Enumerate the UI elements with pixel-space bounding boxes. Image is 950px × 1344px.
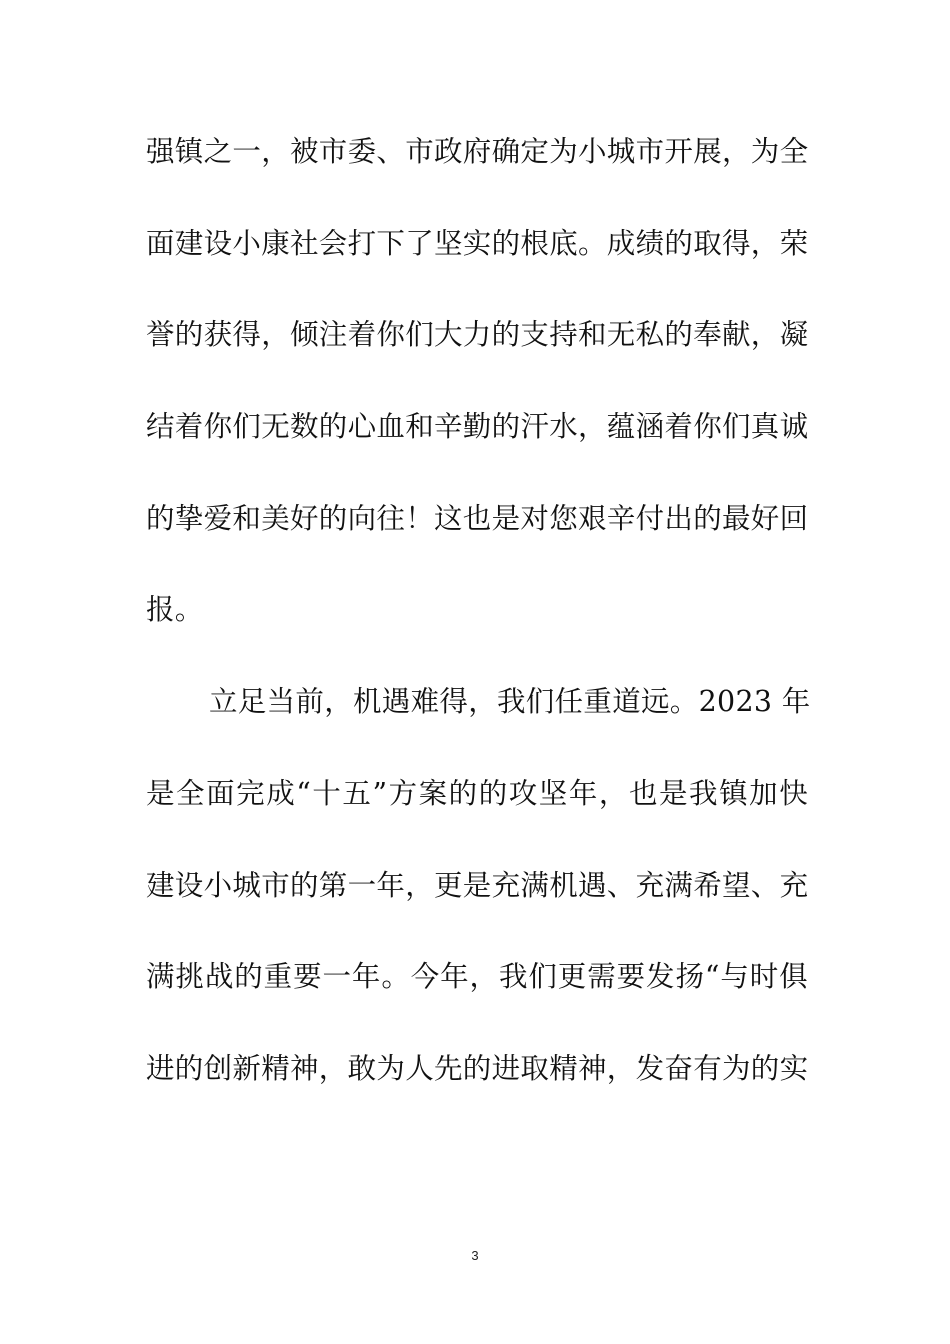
page-number: 3 — [471, 1248, 479, 1263]
text-line-7: 立足当前，机遇难得，我们任重道远。2023 年 — [209, 685, 811, 719]
text-line-1: 强镇之一，被市委、市政府确定为小城市开展，为全 — [146, 135, 809, 168]
text-line-9: 建设小城市的第一年，更是充满机遇、充满希望、充 — [146, 868, 809, 902]
text-line-6: 报。 — [146, 593, 204, 627]
text-line-3: 誉的获得，倾注着你们大力的支持和无私的奉献，凝 — [146, 318, 809, 352]
text-line-4: 结着你们无数的心血和辛勤的汗水，蕴涵着你们真诚 — [146, 410, 809, 444]
text-line-2: 面建设小康社会打下了坚实的根底。成绩的取得，荣 — [146, 226, 809, 260]
text-line-8: 是全面完成“十五”方案的的攻坚年，也是我镇加快 — [146, 776, 808, 810]
text-line-10: 满挑战的重要一年。今年，我们更需要发扬“与时俱 — [146, 960, 808, 994]
text-line-11: 进的创新精神，敢为人先的进取精神，发奋有为的实 — [146, 1051, 809, 1085]
text-line-5: 的挚爱和美好的向往！这也是对您艰辛付出的最好回 — [146, 501, 809, 535]
body-text — [146, 122, 811, 1131]
